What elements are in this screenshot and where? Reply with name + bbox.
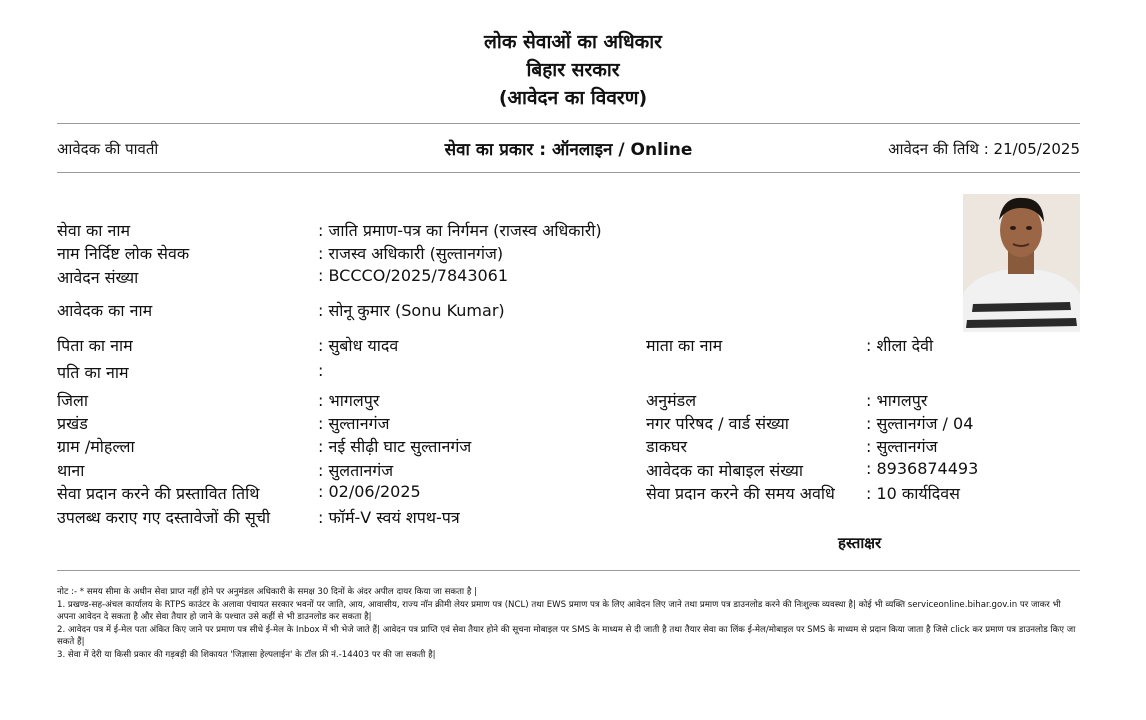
label-applicant-name: आवेदक का नाम — [57, 301, 153, 320]
value-ward: : सुल्तानगंज / 04 — [866, 414, 974, 433]
header-government: बिहार सरकार — [526, 59, 620, 81]
value-block: : सुल्तानगंज — [318, 414, 390, 433]
value-documents: : फॉर्म-V स्वयं शपथ-पत्र — [318, 508, 460, 527]
receipt-label: आवेदक की पावती — [57, 140, 159, 158]
label-father-name: पिता का नाम — [57, 336, 133, 355]
label-ward: नगर परिषद / वार्ड संख्या — [646, 414, 789, 433]
value-service-name: : जाति प्रमाण-पत्र का निर्गमन (राजस्व अधिकारी) — [318, 221, 602, 240]
label-police-station: थाना — [57, 461, 85, 480]
label-time-limit: सेवा प्रदान करने की समय अवधि — [646, 484, 835, 503]
label-subdivision: अनुमंडल — [646, 391, 697, 410]
value-father-name: : सुबोध यादव — [318, 336, 399, 355]
notes-section — [57, 586, 1080, 661]
header-subtitle: (आवेदन का विवरण) — [498, 87, 648, 109]
value-husband-name: : — [318, 361, 324, 380]
label-block: प्रखंड — [57, 414, 88, 433]
divider-bottom — [57, 570, 1080, 571]
note-item: नोट :- * समय सीमा के अधीन सेवा प्राप्त नहीं होने पर अनुमंडल अधिकारी के समक्ष 30 दिनों के अंदर अपील दायर किया जा सकता है | — [57, 587, 478, 597]
signature-label: हस्ताक्षर — [838, 534, 882, 552]
label-mother-name: माता का नाम — [646, 336, 723, 355]
label-service-name: सेवा का नाम — [57, 221, 131, 240]
note-item: 3. सेवा में देरी या किसी प्रकार की गड़बड़ी की शिकायत 'जिज्ञासा हेल्पलाईन' के टॉल फ्री नं.-14403 पर की जा सकती है| — [57, 649, 436, 660]
value-subdivision: : भागलपुर — [866, 391, 928, 410]
value-proposed-date: : 02/06/2025 — [318, 482, 421, 501]
value-application-number: : BCCCO/2025/7843061 — [318, 266, 509, 285]
applicant-photo-drawing — [963, 194, 1080, 332]
document-header — [0, 28, 1146, 112]
divider-middle — [57, 172, 1080, 173]
label-documents: उपलब्ध कराए गए दस्तावेजों की सूची — [57, 508, 271, 527]
label-public-servant: नाम निर्दिष्ट लोक सेवक — [57, 244, 190, 263]
label-mobile: आवेदक का मोबाइल संख्या — [646, 461, 804, 480]
divider-top — [57, 123, 1080, 124]
value-public-servant: : राजस्व अधिकारी (सुल्तानगंज) — [318, 244, 504, 263]
label-husband-name: पति का नाम — [57, 363, 129, 382]
value-police-station: : सुलतानगंज — [318, 461, 394, 480]
label-proposed-date: सेवा प्रदान करने की प्रस्तावित तिथि — [57, 484, 260, 503]
label-application-number: आवेदन संख्या — [57, 268, 139, 287]
value-mother-name: : शीला देवी — [866, 336, 934, 355]
note-item: 1. प्रखण्ड-सह-अंचल कार्यालय के RTPS काउंटर के अलावा पंचायत सरकार भवनों पर जाति, आय, आवासीय, राज्य नॉन क्रीमी लेयर प्रमाण पत्र (NCL) तथा EWS प्रमाण पत्र के लिए आवेदन लिए जाने तथा प्रमाण पत्र डाउनलोड करने की निःशुल्क व्यवस्था है| कोई भी व्यक्ति serviceonline.bihar.gov.in पर जाकर भी अपना आवेदन दे सकता है और सेवा तैयार हो जाने के पश्चात उसे कहीं से भी डाउनलोड कर सकता है| — [57, 599, 1061, 622]
value-applicant-name: : सोनू कुमार (Sonu Kumar) — [318, 301, 505, 320]
label-village: ग्राम /मोहल्ला — [57, 437, 135, 456]
sub-header-bar — [57, 137, 1080, 161]
application-date: आवेदन की तिथि : 21/05/2025 — [888, 140, 1080, 158]
header-title: लोक सेवाओं का अधिकार — [484, 31, 662, 53]
note-item: 2. आवेदन पत्र में ई-मेल पता अंकित किए जाने पर प्रमाण पत्र सीधे ई-मेल के Inbox में भी भेजे जाते हैं| आवेदन पत्र प्राप्ति एवं सेवा तैयार होने की सूचना मोबाइल पर SMS के माध्यम से दी जाती है तथा तैयार सेवा का लिंक ई-मेल/मोबाइल पर SMS के माध्यम से प्रदान किया जाता है जिसे click कर प्रमाण पत्र डाउनलोड किए जा सकते हैं| — [57, 624, 1076, 647]
applicant-photo — [963, 194, 1080, 332]
label-post-office: डाकघर — [646, 437, 687, 456]
value-mobile: : 8936874493 — [866, 459, 979, 478]
value-time-limit: : 10 कार्यदिवस — [866, 484, 960, 503]
value-post-office: : सुल्तानगंज — [866, 437, 938, 456]
value-village: : नई सीढ़ी घाट सुल्तानगंज — [318, 437, 472, 456]
label-district: जिला — [57, 391, 89, 410]
service-type: सेवा का प्रकार : ऑनलाइन / Online — [444, 140, 693, 160]
value-district: : भागलपुर — [318, 391, 380, 410]
